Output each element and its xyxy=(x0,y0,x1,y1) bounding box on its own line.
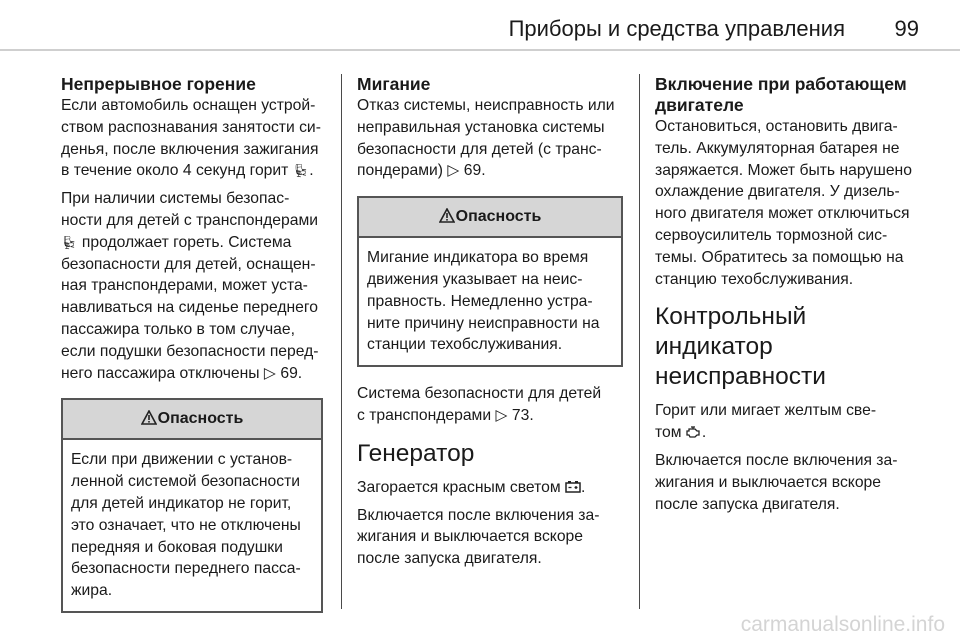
danger-box xyxy=(61,398,323,613)
paragraph: Загорается красным светом . xyxy=(357,478,586,496)
watermark: carmanualsonline.info xyxy=(740,613,945,636)
section-heading: Включение при работающем двигателе xyxy=(655,74,907,115)
column-1 xyxy=(61,74,323,629)
danger-header: Опасность xyxy=(63,400,321,440)
column-3 xyxy=(655,74,921,521)
warning-triangle-icon xyxy=(141,410,157,425)
danger-text: Если при движении с установ- ленной системой безопасности для детей индикатор не горит, это означает, что не отключены передняя и боковая подушки безопасности переднего пасса- жира. xyxy=(71,451,301,600)
paragraph: Включается после включения за- жигания и выключается вскоре после запуска двигателя. xyxy=(357,506,600,568)
page-title: Приборы и средства управления xyxy=(508,16,845,41)
section-heading: Непрерывное горение xyxy=(61,74,256,94)
danger-box xyxy=(357,196,623,367)
paragraph: Горит или мигает желтым све- том . xyxy=(655,402,877,442)
column-divider xyxy=(639,74,640,609)
column-2 xyxy=(357,74,623,576)
reference-arrow-icon: ▷ xyxy=(447,162,464,180)
page-reference-link[interactable]: 69. xyxy=(280,364,303,382)
paragraph: Остановиться, остановить двига- тель. Аккумуляторная батарея не заряжается. Может быть нарушено охлаждение двигателя. У дизель- ного двигателя может отключиться сервоусилитель тормозной сис- темы. Обратитесь за помощью на станцию техобслуживания. xyxy=(655,118,912,288)
section-title: Контрольный индикатор неисправности xyxy=(655,303,826,391)
page-number: 99 xyxy=(894,16,919,41)
paragraph: Включается после включения за- жигания и выключается вскоре после запуска двигателя. xyxy=(655,451,898,513)
battery-icon xyxy=(565,480,581,493)
paragraph: Отказ системы, неисправность или неправильная установка системы безопасности для детей (с транс- пондерами) ▷ 69. xyxy=(357,97,615,180)
seat-occupancy-icon: 💺︎ xyxy=(61,234,78,250)
warning-triangle-icon xyxy=(439,208,455,223)
section-heading: Мигание xyxy=(357,74,431,94)
engine-check-icon xyxy=(686,425,702,438)
danger-header: Опасность xyxy=(359,198,621,238)
page-reference-link[interactable]: 69. xyxy=(463,162,486,180)
page-header xyxy=(0,0,960,50)
page-reference-link[interactable]: 73. xyxy=(511,406,534,424)
danger-text: Мигание индикатора во время движения указывает на неис- правность. Немедленно устра- ните причину неисправности на станции техобслуживания. xyxy=(367,249,600,354)
seat-occupancy-icon: 💺︎ xyxy=(292,163,310,179)
paragraph: Если автомобиль оснащен устрой- ством распознавания занятости си- денья, после включения зажигания в течение около 4 секунд горит 💺︎. xyxy=(61,95,323,182)
paragraph: Система безопасности для детей с транспондерами ▷ 73. xyxy=(357,385,602,424)
reference-arrow-icon: ▷ xyxy=(495,406,512,424)
reference-arrow-icon: ▷ xyxy=(263,364,281,382)
column-divider xyxy=(341,74,342,609)
header-divider xyxy=(0,49,960,51)
paragraph: При наличии системы безопас- ности для детей с транспондерами 💺︎ продолжает гореть. Система безопасности для детей, оснащен- ная транспондерами, может уста- навливаться на сиденье переднего пассажира только в том случае, если подушки безопасности перед- него пассажира отключены ▷ 69. xyxy=(61,190,319,382)
section-title: Генератор xyxy=(357,439,475,467)
